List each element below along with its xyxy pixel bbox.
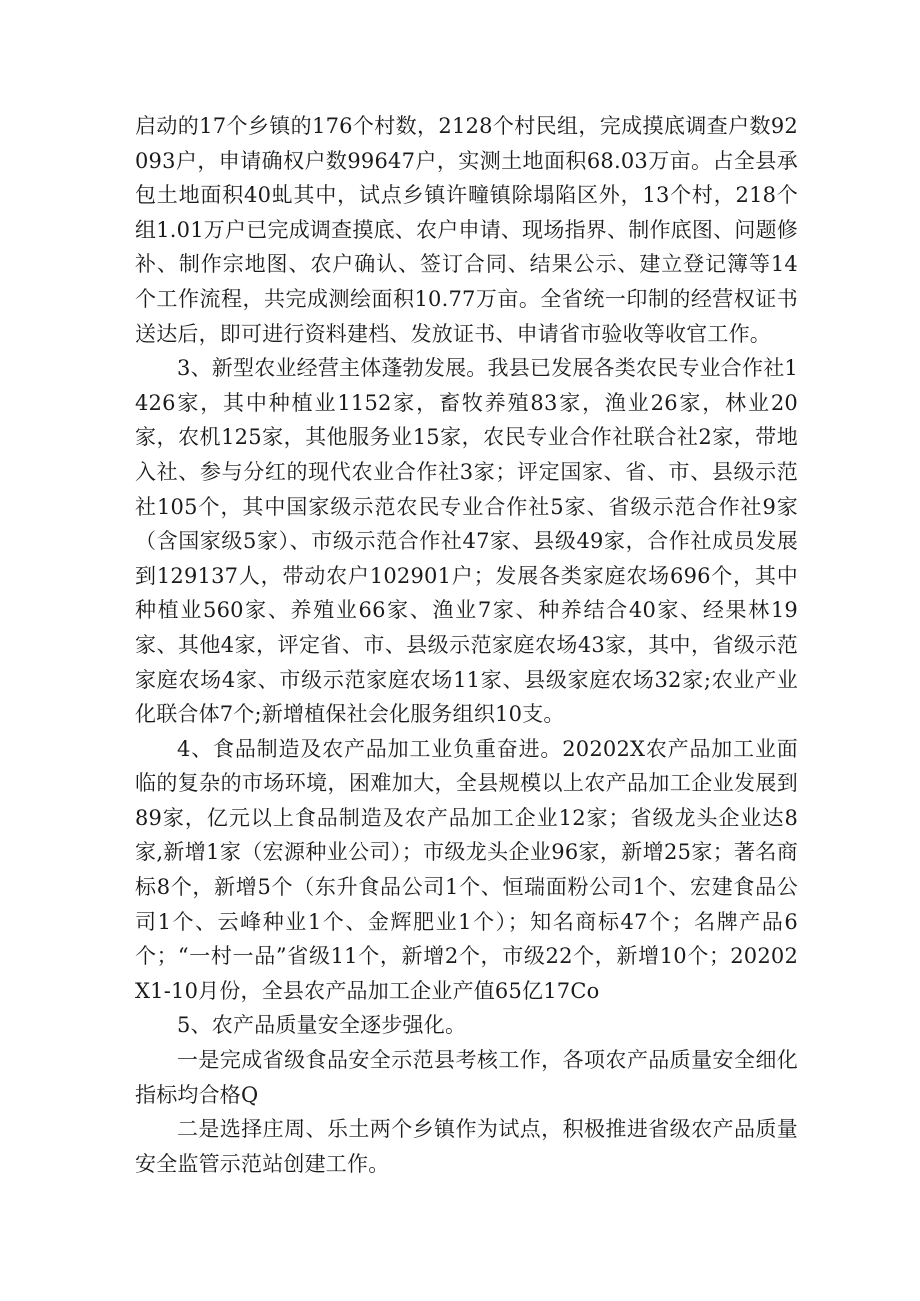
paragraph-new-business-entities: 3、新型农业经营主体蓬勃发展。我县已发展各类农民专业合作社1426家，其中种植业1152家，畜牧养殖83家，渔业26家，林业20家，农机125家，其他服务业15家，农民专业合作社联合社2家，带地入社、参与分红的现代农业合作社3家；评定国家、省、市、县级示范社105个，其中国家级示范农民专业合作社5家、省级示范合作社9家（含国家级5家）、市级示范合作社47家、县级49家，合作社成员发展到129137人，带动农户102901户；发展各类家庭农场696个，其中种植业560家、养殖业66家、渔业7家、种养结合40家、经果林19家、其他4家，评定省、市、县级示范家庭农场43家，其中，省级示范家庭农场4家、市级示范家庭农场11家、县级家庭农场32家;农业产业化联合体7个;新增植保社会化服务组织10支。 <box>135 356 798 727</box>
paragraph-quality-safety-second: 二是选择庄周、乐土两个乡镇作为试点，积极推进省级农产品质量安全监管示范站创建工作。 <box>135 1117 798 1176</box>
paragraph-land-rights-continued: 启动的17个乡镇的176个村数，2128个村民组，完成摸底调查户数92093户，申请确权户数99647户，实测土地面积68.03万亩。占全县承包土地面积40虬其中，试点乡镇许疃镇除塌陷区外，13个村，218个组1.01万户已完成调查摸底、农户申请、现场指界、制作底图、问题修补、制作宗地图、农户确认、签订合同、结果公示、建立登记簿等14个工作流程，共完成测绘面积10.77万亩。全省统一印制的经营权证书送达后，即可进行资料建档、发放证书、申请省市验收等收官工作。 <box>135 114 798 346</box>
paragraph-quality-safety-first: 一是完成省级食品安全示范县考核工作，各项农产品质量安全细化指标均合格Q <box>135 1048 798 1107</box>
document-body <box>135 109 798 1181</box>
paragraph-quality-safety-heading: 5、农产品质量安全逐步强化。 <box>177 1013 467 1038</box>
paragraph-food-processing: 4、食品制造及农产品加工业负重奋进。20202X农产品加工业面临的复杂的市场环境，困难加大，全县规模以上农产品加工企业发展到89家，亿元以上食品制造及农产品加工企业12家；省级龙头企业达8家,新增1家（宏源种业公司）；市级龙头企业96家，新增25家；著名商标8个，新增5个（东升食品公司1个、恒瑞面粉公司1个、宏建食品公司1个、云峰种业1个、金辉肥业1个）；知名商标47个；名牌产品6个；“一村一品”省级11个，新增2个，市级22个，新增10个；20202X1-10月份，全县农产品加工企业产值65亿17Co <box>135 736 798 1003</box>
